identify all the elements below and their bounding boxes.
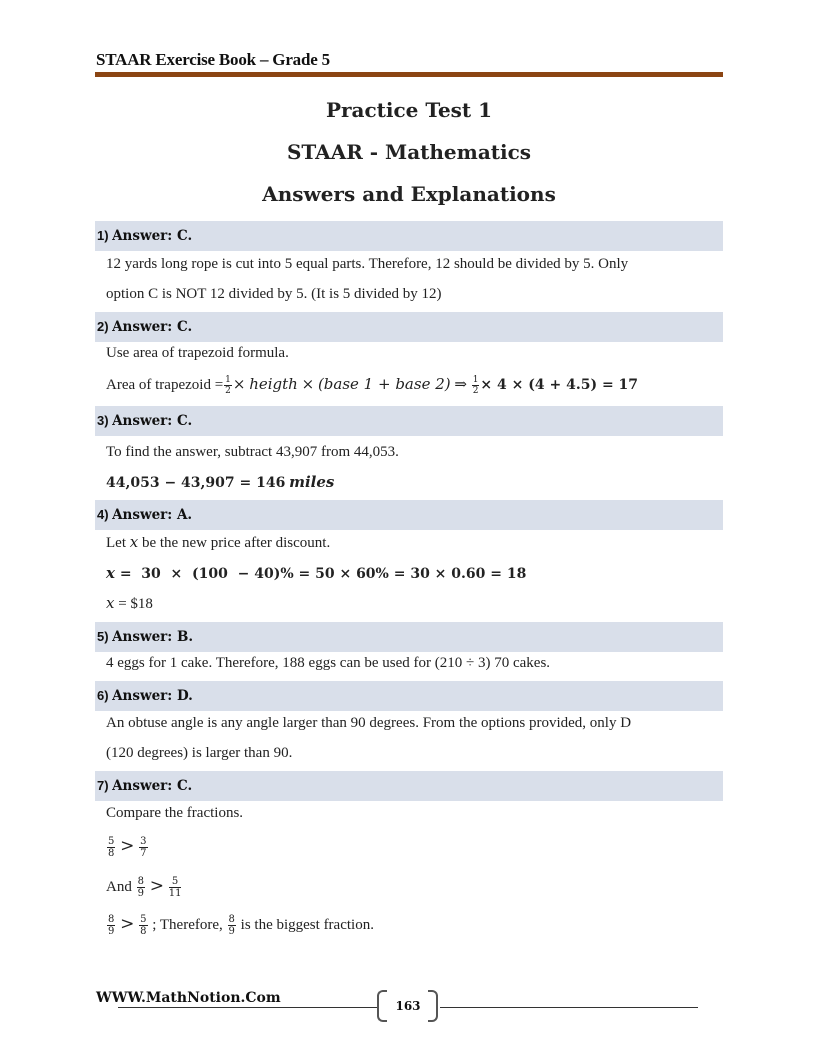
- fraction-half: $\frac{1}{2}$: [225, 375, 231, 397]
- footer-rule-left: [118, 1007, 378, 1008]
- test-title: Practice Test 1: [325, 98, 493, 122]
- book-title: STAAR Exercise Book – Grade 5: [96, 50, 330, 69]
- subtraction-formula: 44,053 − 43,907 = 146 miles: [106, 473, 335, 491]
- answer-label: Answer: C.: [112, 778, 193, 794]
- question-number: 7): [97, 778, 109, 793]
- discount-formula: x = 30 × (100 − 40)% = 50 × 60% = 30 × 0.60 = 18: [106, 564, 527, 582]
- explanation-line: Use area of trapezoid formula.: [106, 345, 289, 361]
- explanation-line: (120 degrees) is larger than 90.: [106, 745, 293, 761]
- answer-bar-5: [95, 622, 723, 652]
- page-bracket-left: [377, 990, 387, 1022]
- answer-bar-4: [95, 500, 723, 530]
- discount-result: x = $18: [106, 594, 153, 612]
- answer-label: Answer: C.: [112, 228, 193, 244]
- question-number: 4): [97, 507, 109, 522]
- page-bracket-right: [428, 990, 438, 1022]
- explanation-line: option C is NOT 12 divided by 5. (It is 5 divided by 12): [106, 286, 442, 302]
- page-number: 163: [395, 999, 421, 1013]
- question-number: 5): [97, 629, 109, 644]
- answer-label: Answer: A.: [112, 507, 193, 523]
- explanation-line: Let x be the new price after discount.: [106, 533, 331, 551]
- question-number: 1): [97, 228, 109, 243]
- footer-website: WWW.MathNotion.Com: [96, 990, 281, 1006]
- subject-title: STAAR - Mathematics: [286, 140, 532, 164]
- explanation-line: 12 yards long rope is cut into 5 equal parts. Therefore, 12 should be divided by 5. Only: [106, 256, 629, 272]
- answer-bar-3: [95, 406, 723, 436]
- answer-bar-7: [95, 771, 723, 801]
- answer-label: Answer: B.: [112, 629, 194, 645]
- fraction-comparison-1: $\frac{5}{8}$ > $\frac{3}{7}$: [108, 836, 147, 860]
- explanation-line: Compare the fractions.: [106, 805, 244, 821]
- explanation-line: An obtuse angle is any angle larger than 90 degrees. From the options provided, only D: [106, 715, 632, 731]
- fraction-comparison-2: And $\frac{8}{9}$ > $\frac{5}{11}$: [106, 876, 182, 900]
- header-rule: [95, 72, 723, 77]
- fraction-comparison-3: $\frac{8}{9}$ > $\frac{5}{8}$ ; Therefore, $\frac{8}{9}$ is the biggest fraction.: [108, 914, 374, 938]
- explanation-line: 4 eggs for 1 cake. Therefore, 188 eggs can be used for (210 ÷ 3) 70 cakes.: [106, 655, 551, 671]
- fraction-half: $\frac{1}{2}$: [472, 375, 479, 397]
- explanation-line: To find the answer, subtract 43,907 from 44,053.: [106, 444, 399, 460]
- answer-label: Answer: D.: [112, 688, 193, 704]
- answer-label: Answer: C.: [112, 413, 193, 429]
- answer-bar-6: [95, 681, 723, 711]
- answer-bar-2: [95, 312, 723, 342]
- answer-label: Answer: C.: [112, 319, 193, 335]
- question-number: 6): [97, 688, 109, 703]
- question-number: 3): [97, 413, 109, 428]
- answer-bar-1: [95, 221, 723, 251]
- footer-rule-right: [440, 1007, 698, 1008]
- trapezoid-formula: Area of trapezoid = $\frac{1}{2}$ × heigth × (base 1 + base 2) ⇒ $\frac{1}{2}$ × 4 × (4 + 4.5) = 17: [106, 375, 639, 397]
- section-title: Answers and Explanations: [262, 182, 556, 206]
- question-number: 2): [97, 319, 109, 334]
